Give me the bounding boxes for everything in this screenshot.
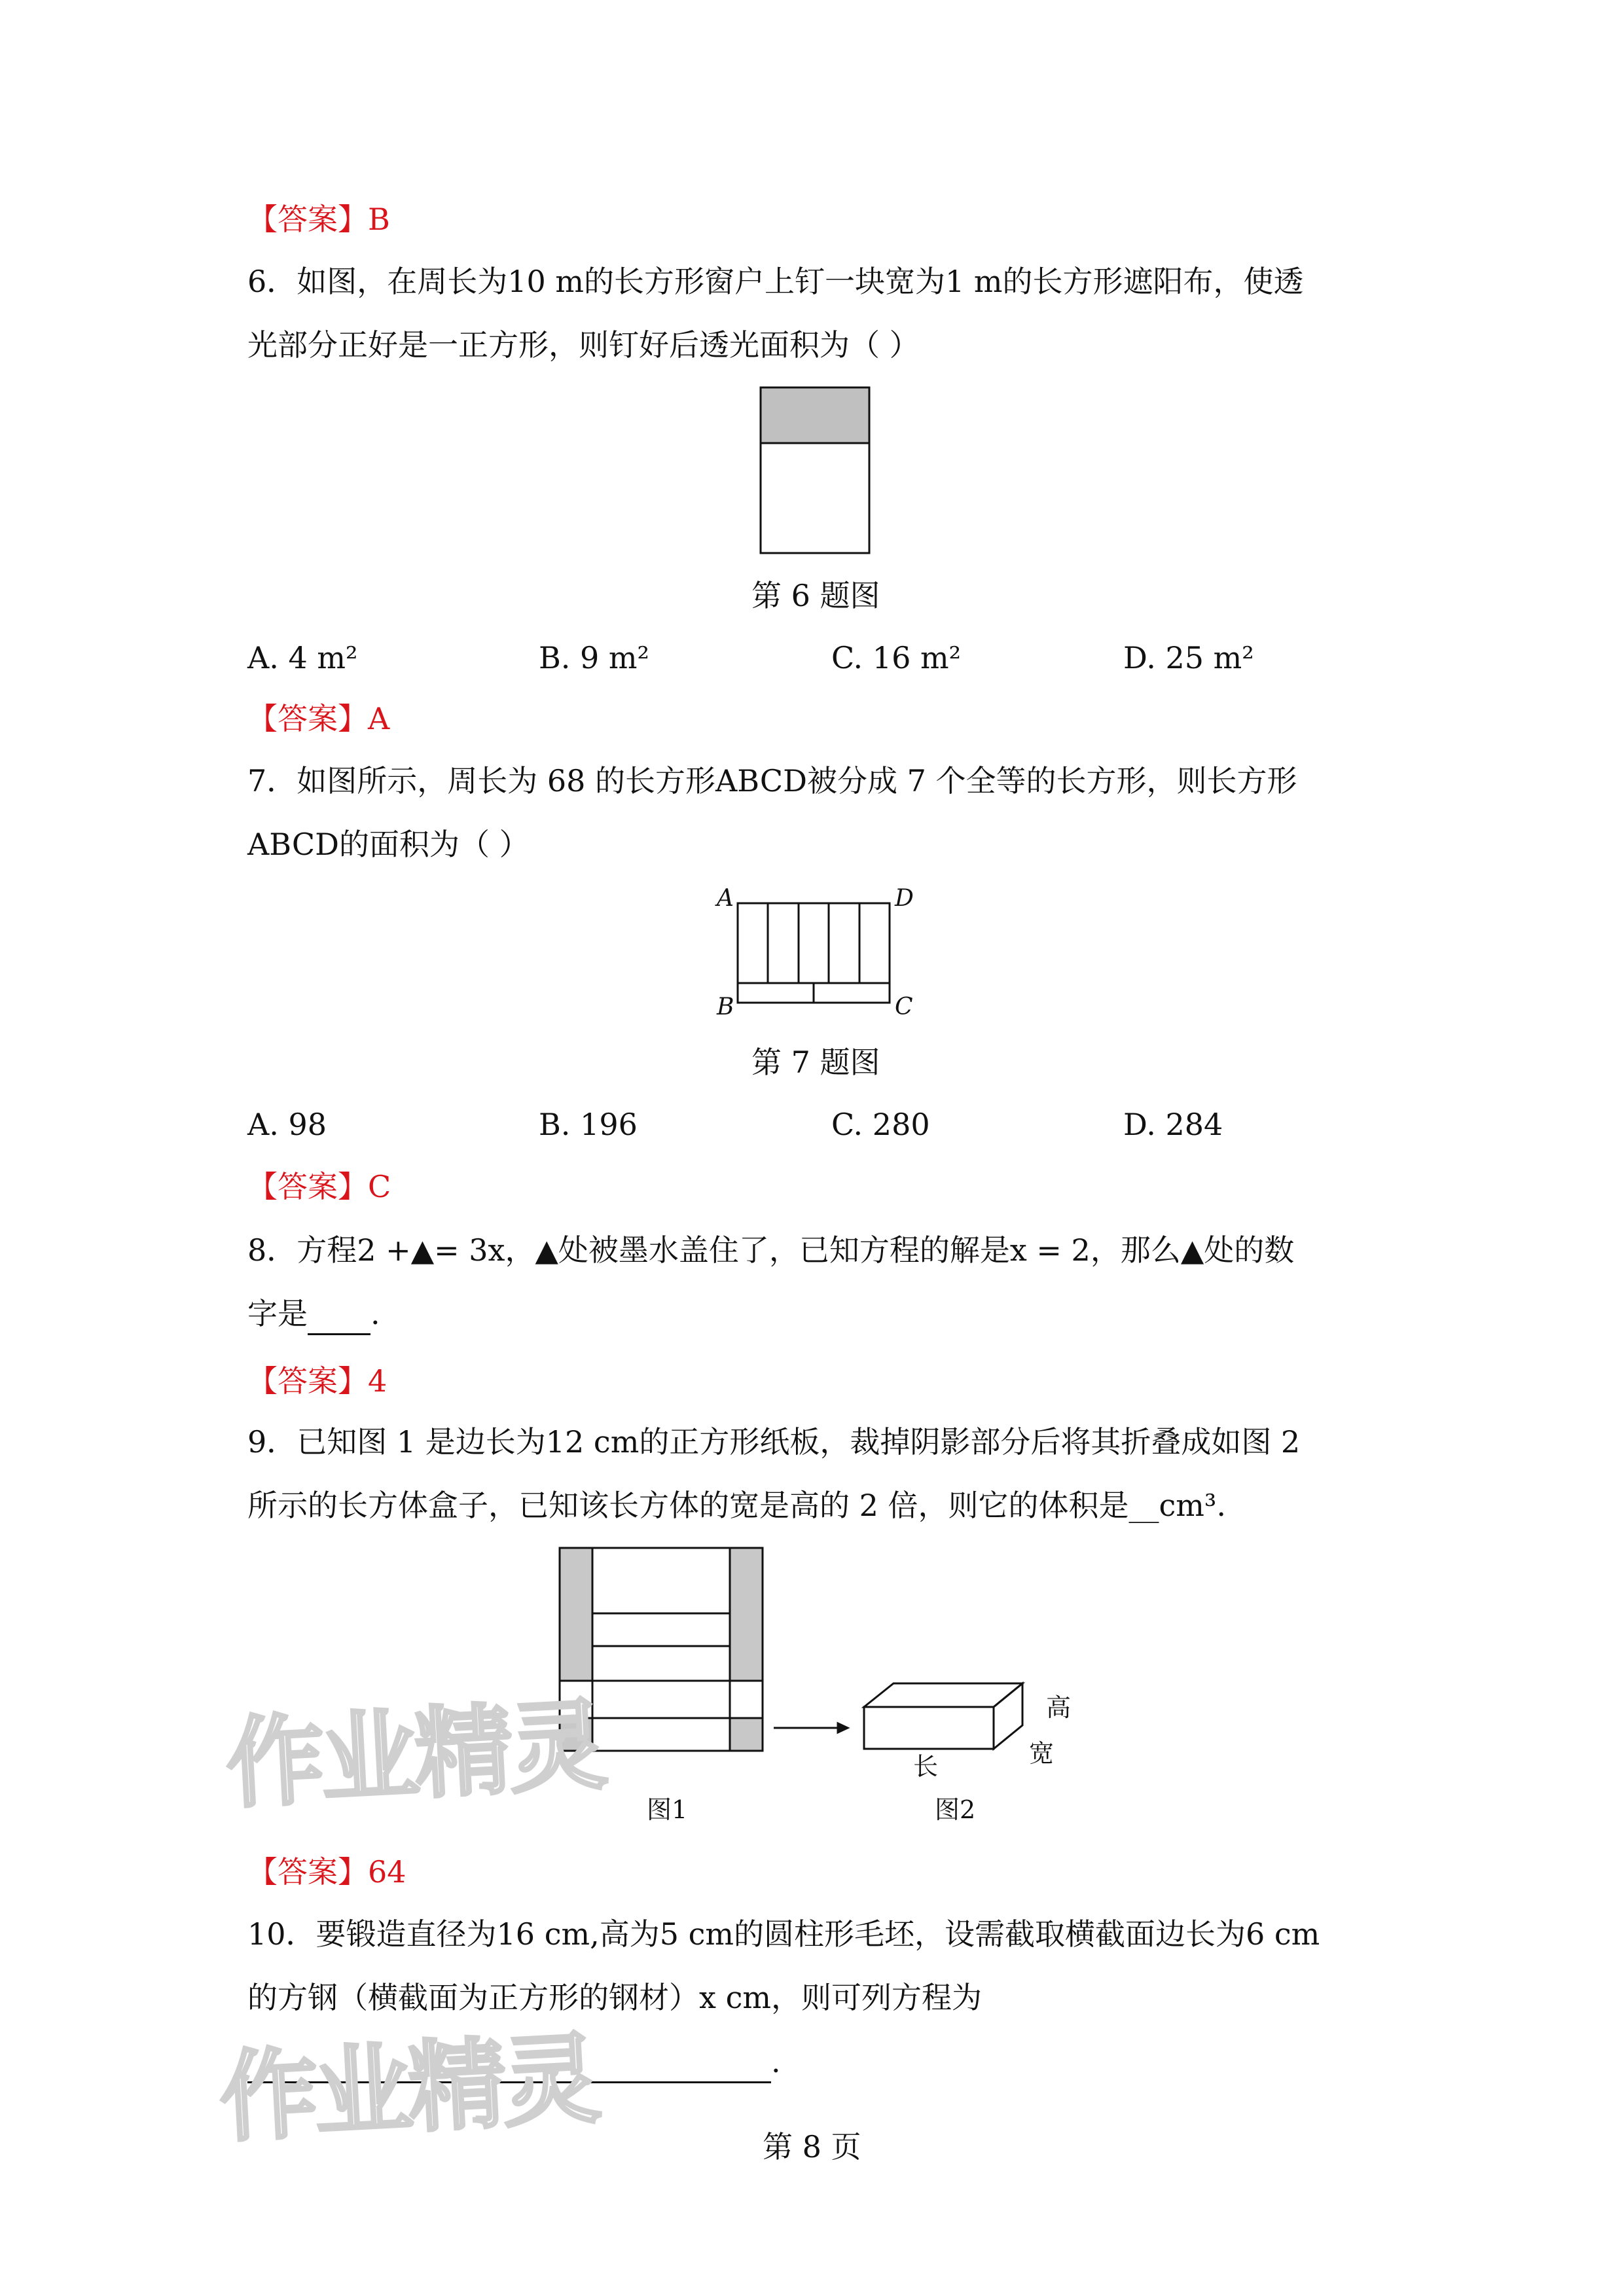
q7-option-b: B. 196 [539, 1107, 638, 1142]
q9-shaded-right [730, 1548, 763, 1681]
q8-line2-prefix: 字是 [247, 1296, 308, 1331]
q9-box-figure [864, 1683, 1022, 1749]
q7-figure-caption: 第 7 题图 [751, 1045, 880, 1080]
q7-text-line1: 7．如图所示，周长为 68 的长方形ABCD被分成 7 个全等的长方形，则长方形 [247, 763, 1297, 798]
q7-answer: 【答案】C [247, 1169, 391, 1204]
q6-sunshade-rect [761, 387, 869, 443]
q8-line2-suffix: . [370, 1296, 380, 1331]
q6-option-c: C. 16 m² [831, 640, 962, 675]
q7-rectangle-figure [710, 884, 926, 1024]
q8-text-line2 [247, 1294, 380, 1335]
q9-fig1-caption: 图1 [647, 1795, 688, 1824]
page-number-footer: 第 8 页 [763, 2129, 861, 2164]
q5-answer: 【答案】B [247, 202, 390, 237]
q8-text-line1: 8．方程2 +▲= 3x，▲处被墨水盖住了，已知方程的解是x = 2，那么▲处的数 [247, 1232, 1295, 1268]
q6-option-b: B. 9 m² [539, 640, 649, 675]
q9-figure [556, 1545, 1093, 1833]
q7-label-b: B [717, 994, 734, 1020]
q9-shaded-bottom-right [730, 1718, 763, 1751]
q9-label-length: 长 [913, 1752, 939, 1781]
q7-label-d: D [895, 885, 914, 912]
q6-window-figure [759, 386, 871, 556]
q9-text-line1: 9．已知图 1 是边长为12 cm的正方形纸板，裁掉阴影部分后将其折叠成如图 2 [247, 1424, 1301, 1460]
q6-option-d: D. 25 m² [1123, 640, 1254, 675]
q7-text-line2: ABCD的面积为（ ） [247, 827, 530, 862]
q10-line3-suffix: . [771, 2044, 781, 2079]
q9-shaded-left [560, 1548, 592, 1681]
q9-text-line2: 所示的长方体盒子，已知该长方体的宽是高的 2 倍，则它的体积是__cm³. [247, 1488, 1226, 1523]
q6-text-line2: 光部分正好是一正方形，则钉好后透光面积为（ ） [247, 327, 920, 363]
q9-label-width: 宽 [1029, 1739, 1055, 1768]
q7-option-a: A. 98 [247, 1107, 327, 1142]
q9-label-height: 高 [1046, 1693, 1072, 1722]
q7-label-c: C [895, 994, 913, 1020]
q9-arrow [774, 1723, 848, 1732]
q9-fig2-caption: 图2 [935, 1795, 976, 1824]
q9-answer: 【答案】64 [247, 1854, 406, 1890]
q6-option-a: A. 4 m² [247, 640, 358, 675]
q7-label-a: A [717, 885, 734, 912]
q10-text-line2: 的方钢（横截面为正方形的钢材）x cm，则可列方程为 [247, 1980, 982, 2015]
watermark-lower: 作业精灵 [217, 2022, 600, 2156]
q7-option-d: D. 284 [1123, 1107, 1223, 1142]
q10-text-line1: 10．要锻造直径为16 cm,高为5 cm的圆柱形毛坯，设需截取横截面边长为6 cm [247, 1916, 1320, 1952]
q8-answer-blank [308, 1294, 370, 1335]
watermark-upper: 作业精灵 [223, 1689, 606, 1822]
q6-figure-caption: 第 6 题图 [751, 578, 880, 613]
q8-answer: 【答案】4 [247, 1363, 388, 1399]
q7-option-c: C. 280 [831, 1107, 930, 1142]
q6-text-line1: 6．如图，在周长为10 m的长方形窗户上钉一块宽为1 m的长方形遮阳布，使透 [247, 264, 1304, 299]
q6-answer: 【答案】A [247, 701, 390, 736]
